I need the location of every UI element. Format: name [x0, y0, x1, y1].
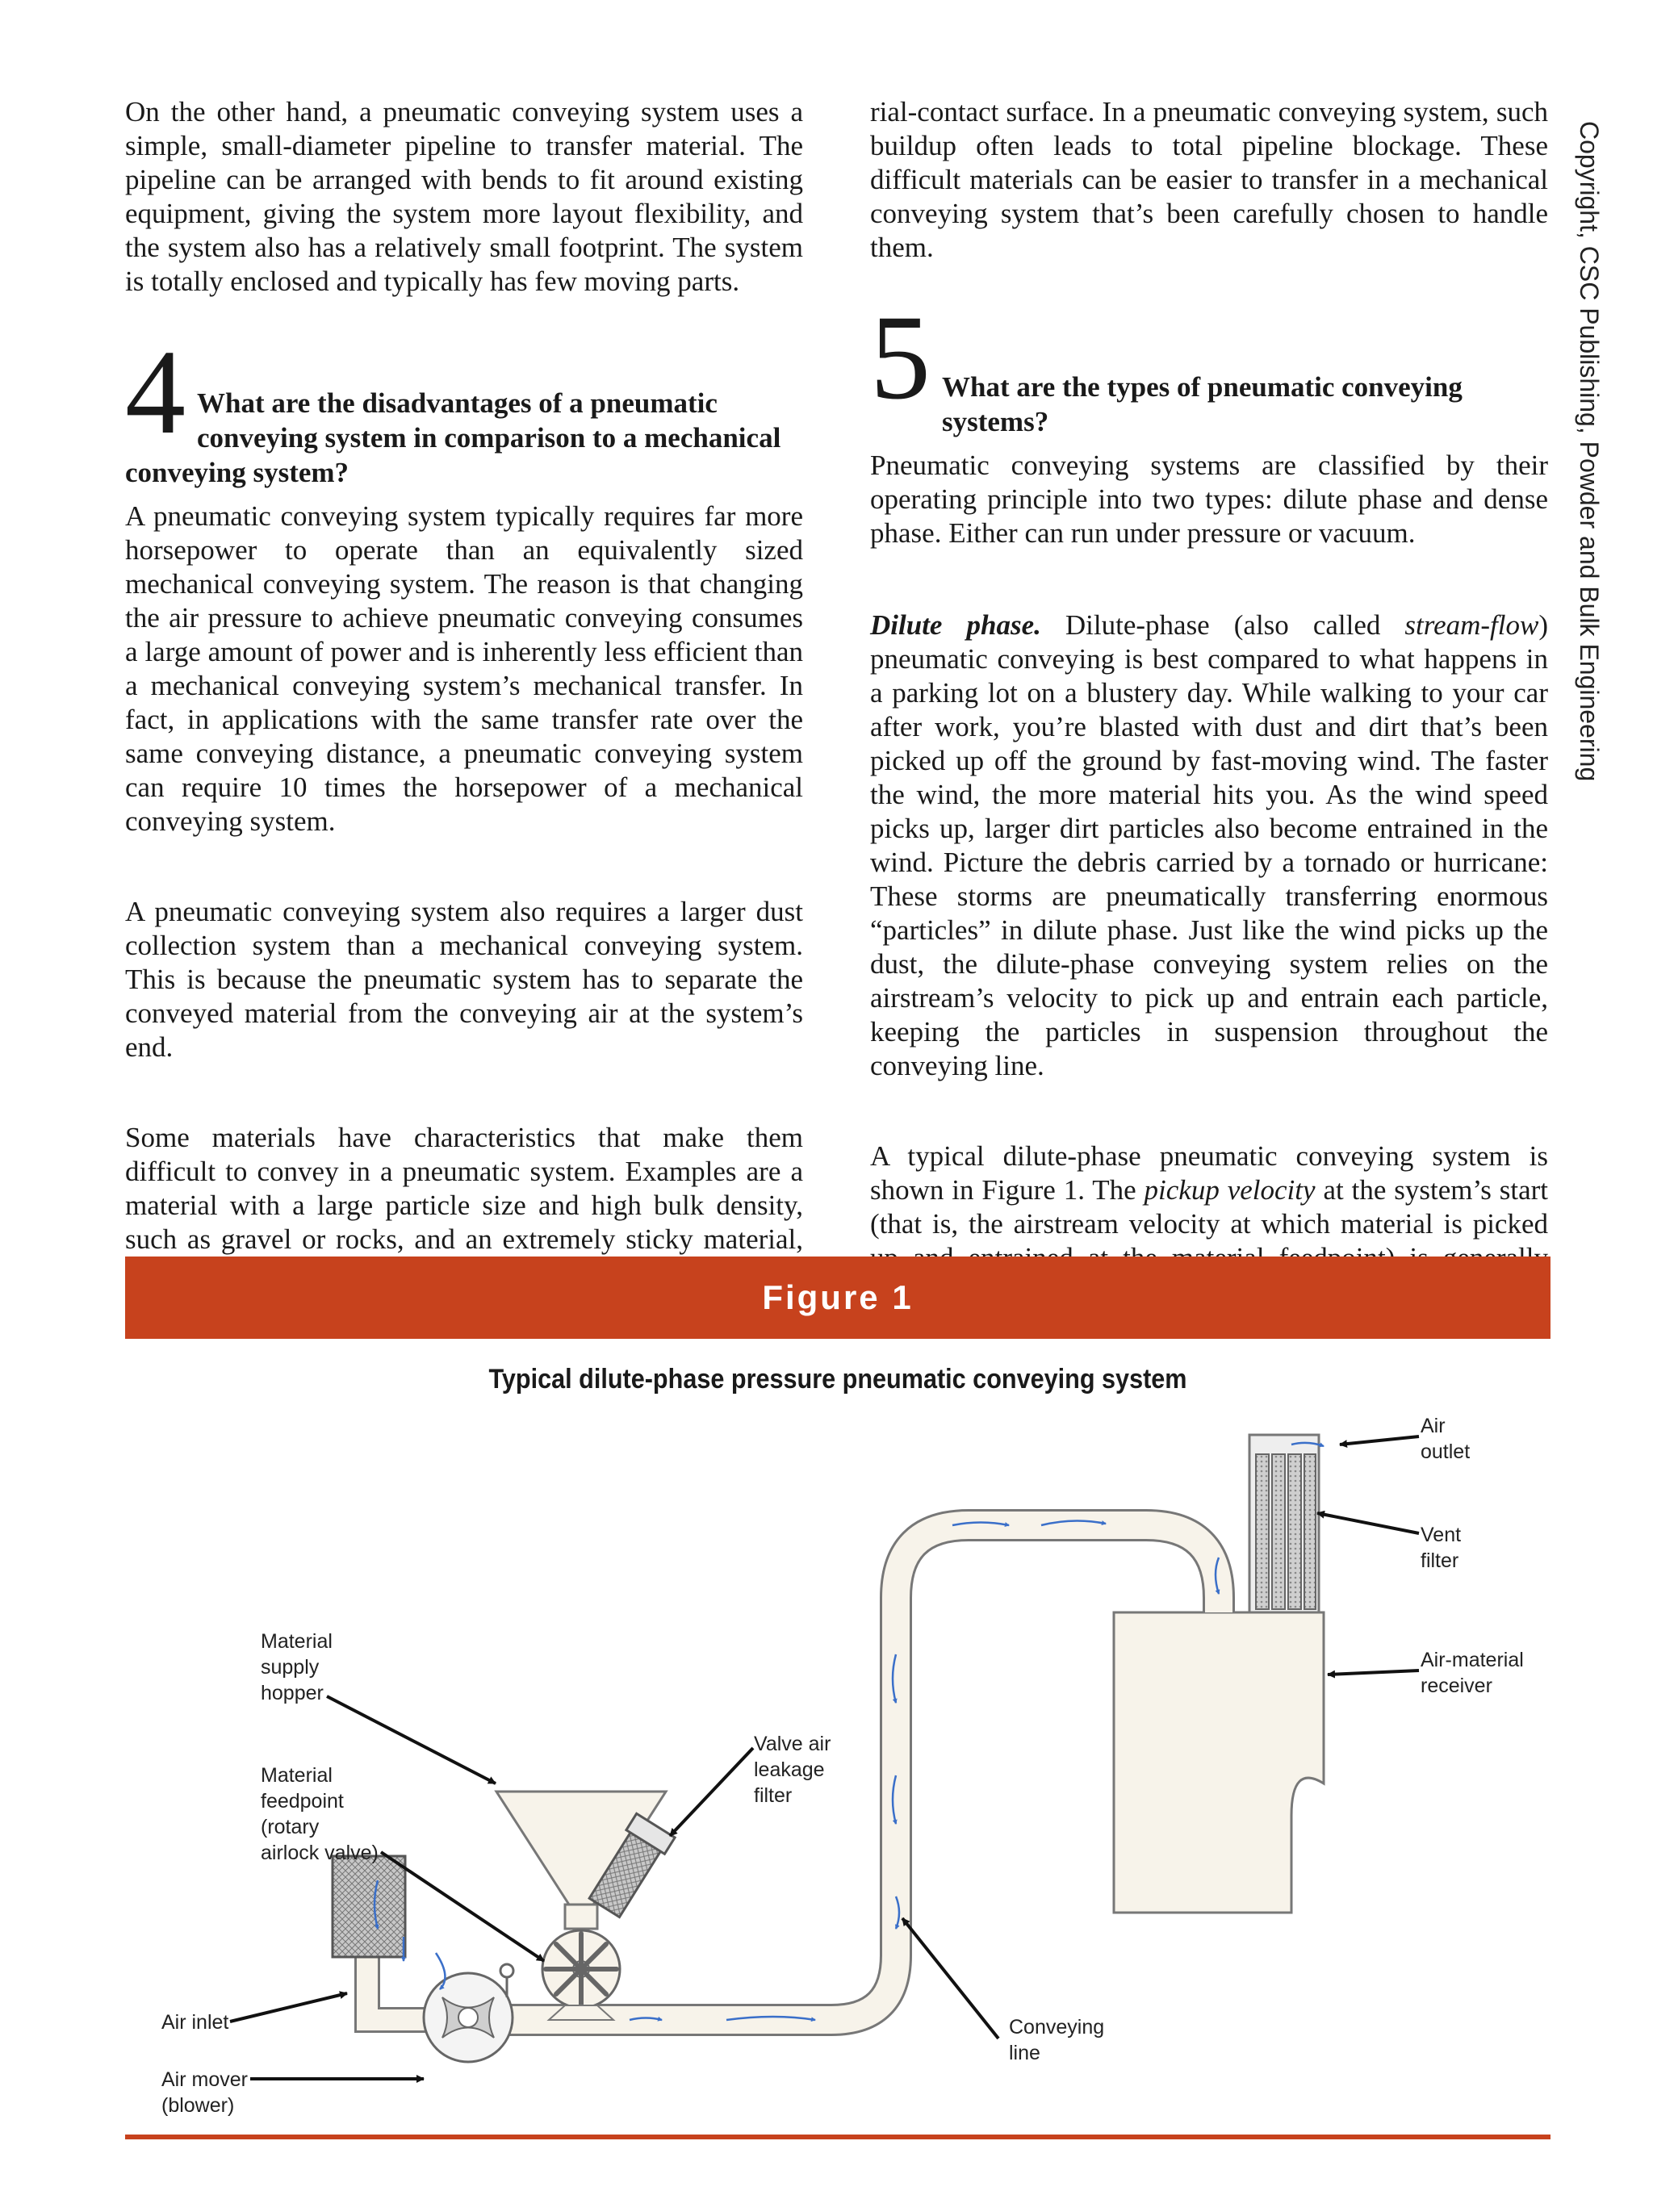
- label-air-mover: [161, 2068, 248, 2117]
- dilute-emphasis: stream-flow: [1404, 609, 1539, 641]
- label-air-inlet: [161, 2011, 228, 2034]
- feedpoint-label-1: Material: [261, 1764, 333, 1787]
- label-conveying-line: [1009, 2016, 1104, 2064]
- conveying-line-label-1: Conveying: [1009, 2016, 1105, 2038]
- label-feedpoint: [261, 1764, 379, 1864]
- intro-paragraph: On the other hand, a pneumatic conveying system uses a simple, small-diameter pipeline to transfer material. The pipeline can be arranged with bends to fit around existing equipment, giving the system more layout flexibility, and the system also has a relatively small footprint. The system is totally enclosed and typically has few moving parts.: [125, 96, 803, 297]
- air-outlet-label-1: Air: [1421, 1415, 1446, 1437]
- label-vent-filter: [1421, 1524, 1461, 1572]
- q4-paragraph-3: Some materials have characteristics that make them difficult to convey in a pneumatic system. Examples are a material with a large particle size and high bulk density, such as gravel or rocks, and an extremely sticky material,: [125, 1122, 803, 1255]
- typical-emphasis: pickup velocity: [1144, 1174, 1316, 1206]
- q5-paragraph-1: Pneumatic conveying systems are classified by their operating principle into two types: dilute phase and dense phase. Either can run under pressure or vacuum.: [870, 450, 1548, 549]
- question-5-heading: [870, 291, 1548, 439]
- copyright-sidebar: Copyright, CSC Publishing, Powder and Bulk Engineering: [1575, 121, 1604, 782]
- dilute-text-a: Dilute-phase (also called: [1040, 609, 1405, 641]
- receiver-label-2: receiver: [1421, 1675, 1492, 1697]
- typical-text-a: A typical dilute-phase pneumatic conveying system is shown in Figure 1. The: [870, 1140, 1548, 1206]
- label-valve-filter: [754, 1733, 831, 1807]
- bottom-rule: [125, 2135, 1550, 2139]
- figure-caption: Typical dilute-phase pressure pneumatic conveying system: [488, 1364, 1187, 1395]
- conveying-system-diagram: [0, 1396, 1653, 2139]
- continued-paragraph: rial-contact surface. In a pneumatic conveying system, such buildup often leads to total pipeline blockage. These difficult materials can be easier to transfer in a mechanical conveying system that’s been carefully chosen to handle them.: [870, 96, 1548, 263]
- hopper-label-1: Material: [261, 1630, 333, 1653]
- air-mover-label-1: Air mover: [161, 2068, 248, 2091]
- figure-banner: Figure 1: [125, 1257, 1550, 1339]
- typical-text-b: at the system’s start (that is, the airstream velocity at which material is picked: [870, 1174, 1548, 1240]
- air-inlet-filter: [333, 1856, 405, 1957]
- question-4-heading: [125, 325, 803, 490]
- hopper-label-3: hopper: [261, 1682, 324, 1704]
- right-column: [870, 95, 1548, 1343]
- dilute-phase-paragraph: [870, 608, 1548, 1083]
- label-air-outlet: [1421, 1415, 1470, 1463]
- conveying-line-label-2: line: [1009, 2042, 1040, 2064]
- vent-filter-label-2: filter: [1421, 1549, 1459, 1572]
- q4-paragraph-2: A pneumatic conveying system also requires a larger dust collection system than a mechanical conveying system. This is because the pneumatic system has to separate the conveyed material from the conveying air at the system’s end.: [125, 896, 803, 1063]
- label-receiver: [1421, 1649, 1524, 1697]
- dilute-phase-lead: Dilute phase.: [870, 609, 1041, 641]
- valve-filter-label-2: leakage: [754, 1758, 825, 1781]
- air-outlet-label-2: outlet: [1421, 1441, 1471, 1463]
- feedpoint-label-2: feedpoint: [261, 1790, 344, 1813]
- question-number-5: 5: [870, 291, 931, 424]
- valve-filter-label-3: filter: [754, 1784, 793, 1807]
- receiver-label-1: Air-material: [1421, 1649, 1524, 1671]
- question-4-text: What are the disadvantages of a pneumatic conveying system in comparison to a mechanical conveying system?: [125, 387, 781, 488]
- question-5-text: What are the types of pneumatic conveying systems?: [942, 371, 1463, 437]
- receiver-body: [1114, 1612, 1324, 1913]
- left-column: [125, 95, 803, 1324]
- label-hopper: [261, 1630, 333, 1704]
- hopper-label-2: supply: [261, 1656, 320, 1679]
- feedpoint-label-3: (rotary: [261, 1816, 320, 1838]
- valve-filter-label-1: Valve air: [754, 1733, 831, 1755]
- q4-paragraph-1: A pneumatic conveying system typically requires far more horsepower to operate than an equivalently sized mechanical conveying system. The reason is that changing the air pressure to achieve pneumatic conveying consumes a large amount of power and is inherently less efficient than a mechanical conveying system’s mechanical transfer. In fact, in applications with the same transfer rate over the same conveying distance, a pneumatic conveying system can require 10 times the horsepower of a mechanical conveying system.: [125, 500, 803, 837]
- dilute-text-b: ) pneumatic conveying is best compared to what happens in a parking lot on a blustery day. While walking to your car after work, you’re blasted with dust and dirt that’s been picked up off the ground by fast-moving wind. The faster the wind, the more material hits you. As the wind speed picks up, larger dirt particles also become entrained in the wind. Picture the debris carried by a tornado or hurricane: These storms are pneumatically transferring enormous “particles” in dilute phase. Just like the wind picks up the dust, the dilute-phase conveying system relies on the airstream’s velocity to pick up and entrain each particle, keeping the particles in suspension throughout the conveying line.: [870, 609, 1548, 1081]
- air-mover-label-2: (blower): [161, 2094, 235, 2117]
- feedpoint-label-4: airlock valve): [261, 1842, 379, 1864]
- vent-filter-label-1: Vent: [1421, 1524, 1462, 1546]
- air-inlet-label: Air inlet: [161, 2011, 229, 2034]
- question-number-4: 4: [125, 325, 186, 459]
